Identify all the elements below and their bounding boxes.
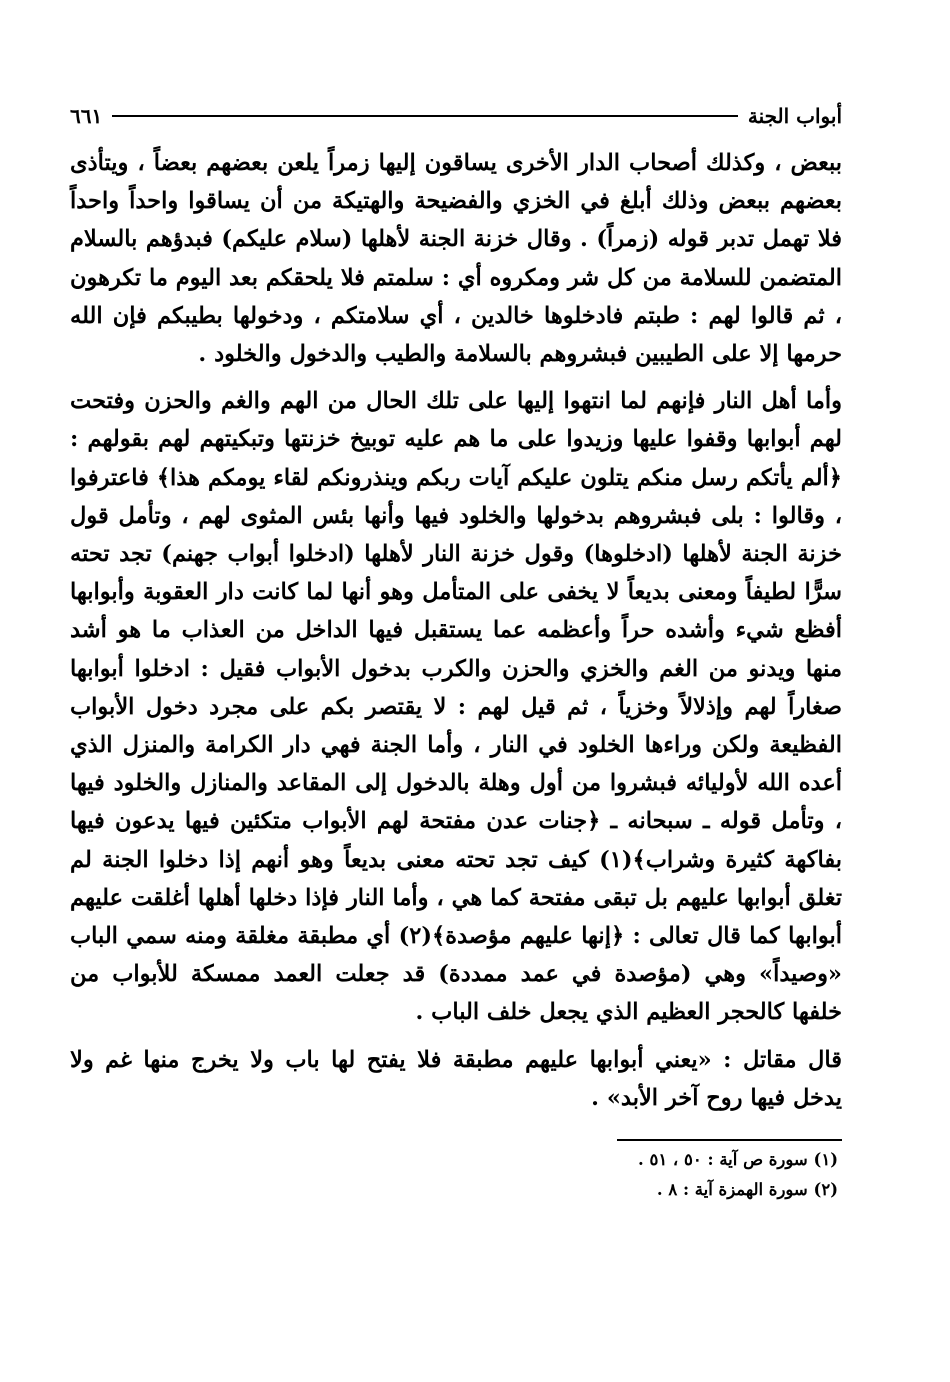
footnote: (١) سورة ص آية : ٥٠ ، ٥١ . bbox=[637, 1150, 838, 1170]
paragraph: وأما أهل النار فإنهم لما انتهوا إليها على تلك الحال من الهم والغم والحزن وفتحت لهم أبوابها وقفوا عليها وزيدوا على ما هم عليه توبيخ خزنتها وتبكيتهم لهم بقولهم : ﴿ألم يأتكم رسل منكم يتلون عليكم آيات ربكم وينذرونكم لقاء يومكم هذا﴾ فاعترفوا ، وقالوا : بلى فبشروهم بدخولها والخلود فيها وأنها بئس المثوى لهم ، وتأمل قول خزنة الجنة لأهلها (ادخلوها) وقول خزنة النار لأهلها (ادخلوا أبواب جهنم) تجد تحته سرًّا لطيفاً ومعنى بديعاً لا يخفى على المتأمل وهو أنها لما كانت دار العقوبة وأبوابها أفظع شيء وأشده حراً وأعظمه عما يستقبل فيها الداخل من العذاب ما هو أشد منها ويدنو من الغم والخزي والحزن والكرب بدخول الأبواب فقيل : ادخلوا أبوابها صغاراً لهم وإذلالاً وخزياً ، ثم قيل لهم : لا يقتصر بكم على مجرد دخول الأبواب الفظيعة ولكن وراءها الخلود في النار ، وأما الجنة فهي دار الكرامة والمنزل الذي أعده الله لأوليائه فبشروا من أول وهلة بالدخول إلى المقاعد والمنازل والخلود فيها ، وتأمل قوله ـ سبحانه ـ ﴿جنات عدن مفتحة لهم الأبواب متكئين فيها يدعون فيها بفاكهة كثيرة وشراب﴾(١) كيف تجد تحته معنى بديعاً وهو أنهم إذا دخلوا الجنة لم تغلق أبوابها عليهم بل تبقى مفتحة كما هي ، وأما النار فإذا دخلها أهلها أغلقت عليهم أبوابها كما قال تعالى : ﴿إنها عليهم مؤصدة﴾(٢) أي مطبقة مغلقة ومنه سمي الباب «وصيداً» وهي (مؤصدة في عمد ممددة) قد جعلت العمد ممسكة للأبواب من خلفها كالحجر العظيم الذي يجعل خلف الباب . bbox=[70, 388, 842, 1026]
header-rule bbox=[112, 115, 738, 117]
chapter-title: أبواب الجنة bbox=[747, 104, 842, 128]
paragraph: قال مقاتل : «يعني أبوابها عليهم مطبقة فلا يفتح لها باب ولا يخرج منها غم ولا يدخل فيها روح آخر الأبد» . bbox=[70, 1046, 842, 1111]
footnotes bbox=[70, 1145, 842, 1205]
book-page bbox=[70, 96, 842, 1205]
running-header bbox=[70, 96, 842, 136]
footnote-divider bbox=[617, 1139, 842, 1141]
footnote: (٢) سورة الهمزة آية : ٨ . bbox=[656, 1180, 838, 1200]
page-number: ٦٦١ bbox=[70, 104, 103, 128]
paragraph: ببعض ، وكذلك أصحاب الدار الأخرى يساقون إليها زمراً يلعن بعضهم بعضاً ، ويتأذى بعضهم ببعض وذلك أبلغ في الخزي والفضيحة والهتيكة من أن يساقوا واحداً واحداً فلا تهمل تدبر قوله (زمراً) . وقال خزنة الجنة لأهلها (سلام عليكم) فبدؤهم بالسلام المتضمن للسلامة من كل شر ومكروه أي : سلمتم فلا يلحقكم بعد اليوم ما تكرهون ، ثم قالوا لهم : طبتم فادخلوها خالدين ، أي سلامتكم ، ودخولها بطيبكم فإن الله حرمها إلا على الطيبين فبشروهم بالسلامة والطيب والدخول والخلود . bbox=[70, 150, 842, 368]
